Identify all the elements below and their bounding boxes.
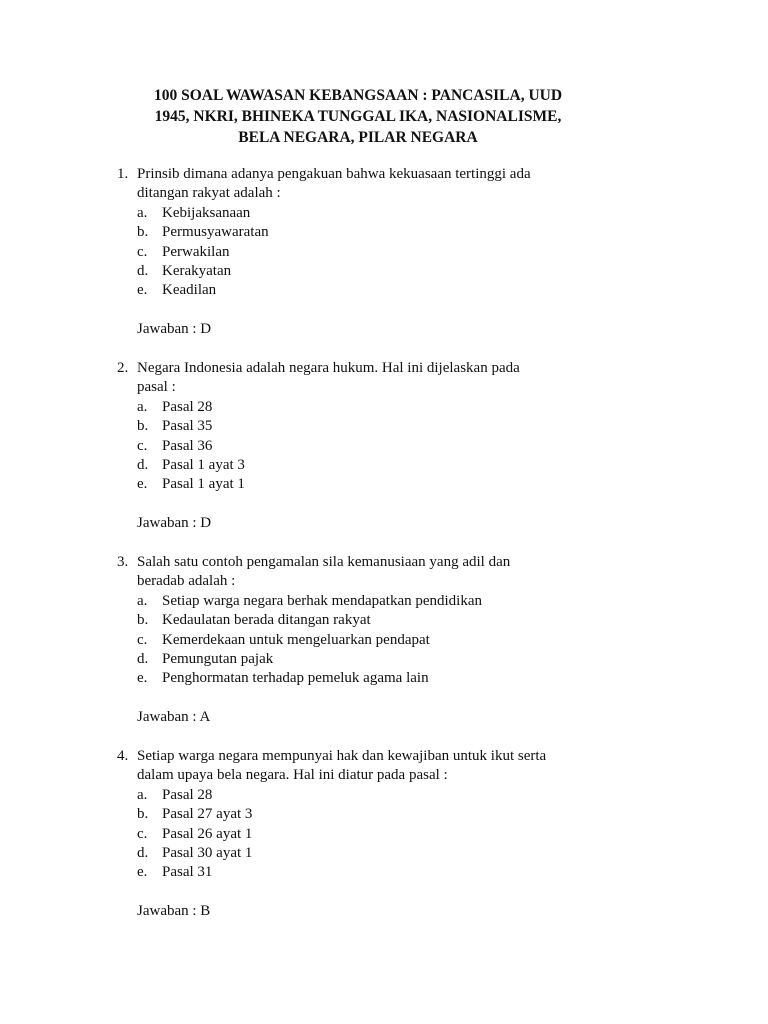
question-line: ditangan rakyat adalah :	[137, 185, 281, 202]
title-line: 100 SOAL WAWASAN KEBANGSAAN : PANCASILA, UUD	[153, 87, 563, 104]
question-text	[117, 359, 617, 398]
option-letter: b.	[137, 612, 149, 629]
option-c	[137, 631, 617, 650]
question-1	[117, 165, 617, 339]
option-d	[137, 650, 617, 669]
option-text: Permusyawaratan	[162, 224, 269, 241]
option-b	[137, 805, 617, 824]
option-a	[137, 786, 617, 805]
question-2	[117, 359, 617, 533]
answer-text: Jawaban : A	[137, 708, 211, 725]
option-b	[137, 611, 617, 630]
option-text: Pasal 30 ayat 1	[162, 845, 253, 862]
question-text	[117, 165, 617, 204]
question-number: 3.	[117, 554, 129, 570]
option-letter: b.	[137, 418, 149, 435]
option-letter: b.	[137, 806, 149, 823]
question-line: pasal :	[137, 379, 176, 396]
question-number: 4.	[117, 748, 129, 764]
option-text: Pasal 1 ayat 1	[162, 476, 245, 493]
question-3	[117, 553, 617, 727]
option-letter: c.	[137, 243, 148, 260]
option-letter: a.	[137, 204, 148, 221]
option-list	[117, 204, 617, 301]
option-text: Pasal 28	[162, 398, 213, 415]
option-letter: d.	[137, 651, 149, 668]
question-line: beradab adalah :	[137, 573, 236, 590]
option-text: Penghormatan terhadap pemeluk agama lain	[162, 670, 429, 687]
option-text: Pasal 27 ayat 3	[162, 806, 253, 823]
option-a	[137, 398, 617, 417]
option-letter: a.	[137, 592, 148, 609]
question-line: dalam upaya bela negara. Hal ini diatur pada pasal :	[137, 767, 448, 784]
question-text	[117, 553, 617, 592]
option-list	[117, 592, 617, 689]
option-b	[137, 223, 617, 242]
option-text: Kedaulatan berada ditangan rakyat	[162, 612, 371, 629]
option-letter: e.	[137, 282, 148, 299]
option-text: Pasal 36	[162, 437, 213, 454]
question-4	[117, 747, 617, 921]
option-d	[137, 844, 617, 863]
question-line: Negara Indonesia adalah negara hukum. Hal ini dijelaskan pada	[137, 360, 520, 376]
option-letter: d.	[137, 457, 149, 474]
option-c	[137, 243, 617, 262]
option-text: Pasal 28	[162, 786, 213, 803]
question-line: Setiap warga negara mempunyai hak dan kewajiban untuk ikut serta	[137, 748, 547, 764]
option-letter: c.	[137, 437, 148, 454]
option-letter: a.	[137, 398, 148, 415]
question-text	[117, 747, 617, 786]
option-c	[137, 437, 617, 456]
option-letter: e.	[137, 476, 148, 493]
question-number: 2.	[117, 360, 129, 376]
title-line: BELA NEGARA, PILAR NEGARA	[238, 129, 478, 146]
answer-text: Jawaban : B	[137, 902, 211, 919]
answer-text: Jawaban : D	[137, 514, 212, 531]
option-a	[137, 592, 617, 611]
option-letter: d.	[137, 263, 149, 280]
option-b	[137, 417, 617, 436]
title-line: 1945, NKRI, BHINEKA TUNGGAL IKA, NASIONALISME,	[154, 108, 562, 125]
question-line: Salah satu contoh pengamalan sila kemanusiaan yang adil dan	[137, 554, 511, 570]
option-e	[137, 475, 617, 494]
option-e	[137, 669, 617, 688]
option-text: Pasal 31	[162, 864, 213, 881]
option-text: Kerakyatan	[162, 263, 232, 280]
option-text: Kemerdekaan untuk mengeluarkan pendapat	[162, 631, 430, 648]
option-letter: e.	[137, 864, 148, 881]
option-text: Pasal 35	[162, 418, 213, 435]
document-title	[118, 85, 598, 148]
option-letter: d.	[137, 845, 149, 862]
option-list	[117, 786, 617, 883]
option-letter: c.	[137, 825, 148, 842]
option-e	[137, 863, 617, 882]
answer-text: Jawaban : D	[137, 320, 212, 337]
option-e	[137, 281, 617, 300]
option-d	[137, 262, 617, 281]
option-c	[137, 825, 617, 844]
option-text: Pemungutan pajak	[162, 651, 274, 668]
option-text: Perwakilan	[162, 243, 230, 260]
option-text: Pasal 1 ayat 3	[162, 457, 245, 474]
option-text: Setiap warga negara berhak mendapatkan pendidikan	[162, 592, 483, 609]
question-number: 1.	[117, 166, 129, 182]
option-text: Pasal 26 ayat 1	[162, 825, 253, 842]
option-list	[117, 398, 617, 495]
option-text: Kebijaksanaan	[162, 204, 251, 221]
option-a	[137, 204, 617, 223]
option-letter: a.	[137, 786, 148, 803]
question-line: Prinsib dimana adanya pengakuan bahwa kekuasaan tertinggi ada	[137, 166, 531, 182]
option-letter: b.	[137, 224, 149, 241]
option-letter: c.	[137, 631, 148, 648]
option-letter: e.	[137, 670, 148, 687]
option-d	[137, 456, 617, 475]
option-text: Keadilan	[162, 282, 217, 299]
